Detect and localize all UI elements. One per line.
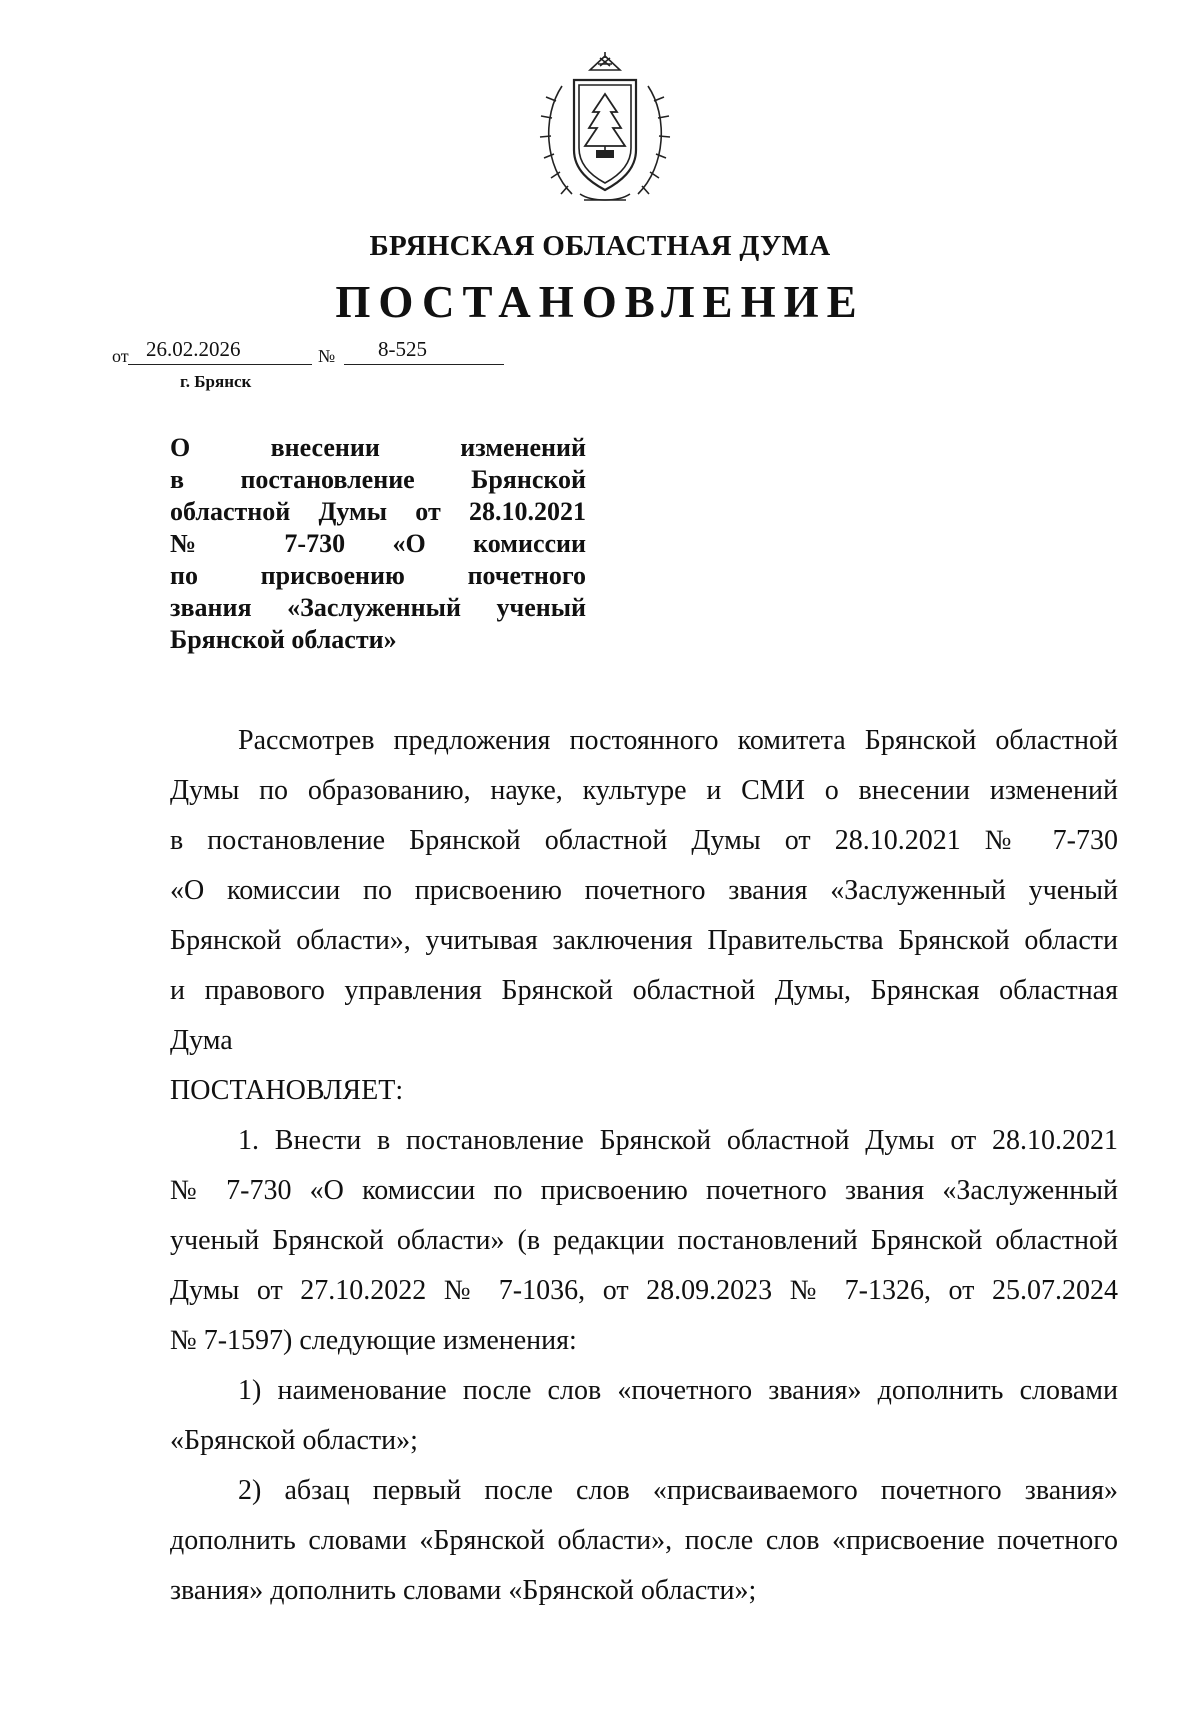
city-name: г. Брянск (180, 372, 252, 391)
document-number: 8-525 (378, 337, 427, 361)
text-line: 1) наименование после слов «почетного звания» дополнить словами (238, 1375, 1118, 1406)
text-line: ученый Брянской области» (в редакции постановлений Брянской областной (170, 1225, 1118, 1256)
item-1-paragraph (170, 1116, 1118, 1366)
document-date: 26.02.2026 (146, 337, 241, 361)
text-line: «О комиссии по присвоению почетного звания «Заслуженный ученый (170, 875, 1118, 906)
number-underline (344, 364, 504, 365)
text-line: № 7-1597) следующие изменения: (170, 1325, 577, 1356)
text-line: в постановление Брянской областной Думы от 28.10.2021 № 7-730 (170, 825, 1118, 856)
document-subject (170, 432, 586, 656)
text-line: ПОСТАНОВЛЯЕТ: (170, 1075, 404, 1106)
text-line: «Брянской области»; (170, 1425, 418, 1456)
number-label: № (318, 346, 336, 366)
text-line: дополнить словами «Брянской области», после слов «присвоение почетного (170, 1525, 1118, 1556)
subject-line: Брянской области» (170, 625, 397, 654)
resolves-heading (170, 1066, 1118, 1116)
subject-line: в постановление Брянской (170, 465, 586, 494)
subject-line: О внесении изменений (170, 433, 586, 462)
sub-item-1-paragraph (170, 1366, 1118, 1466)
text-line: Брянской области», учитывая заключения Правительства Брянской области (170, 925, 1118, 956)
sub-item-2-paragraph (170, 1466, 1118, 1616)
bryansk-coat-of-arms-icon (532, 46, 678, 208)
subject-line: областной Думы от 28.10.2021 (170, 497, 586, 526)
date-label: от (112, 346, 129, 366)
organization-name: БРЯНСКАЯ ОБЛАСТНАЯ ДУМА (369, 230, 831, 262)
preamble-paragraph (170, 716, 1118, 1066)
text-line: Дума (170, 1025, 233, 1056)
subject-line: по присвоению почетного (170, 561, 586, 590)
text-line: 2) абзац первый после слов «присваиваемого почетного звания» (238, 1475, 1118, 1506)
subject-line: звания «Заслуженный ученый (170, 593, 586, 622)
text-line: 1. Внести в постановление Брянской областной Думы от 28.10.2021 (238, 1125, 1118, 1156)
text-line: Думы от 27.10.2022 № 7-1036, от 28.09.2023 № 7-1326, от 25.07.2024 (170, 1275, 1118, 1306)
text-line: № 7-730 «О комиссии по присвоению почетного звания «Заслуженный (170, 1175, 1118, 1206)
date-underline (128, 364, 312, 365)
subject-line: № 7-730 «О комиссии (170, 529, 586, 558)
text-line: и правового управления Брянской областной Думы, Брянская областная (170, 975, 1118, 1006)
document-type-title: ПОСТАНОВЛЕНИЕ (335, 277, 865, 327)
text-line: Думы по образованию, науке, культуре и СМИ о внесении изменений (170, 775, 1118, 806)
text-line: звания» дополнить словами «Брянской области»; (170, 1575, 757, 1606)
text-line: Рассмотрев предложения постоянного комитета Брянской областной (238, 725, 1118, 756)
